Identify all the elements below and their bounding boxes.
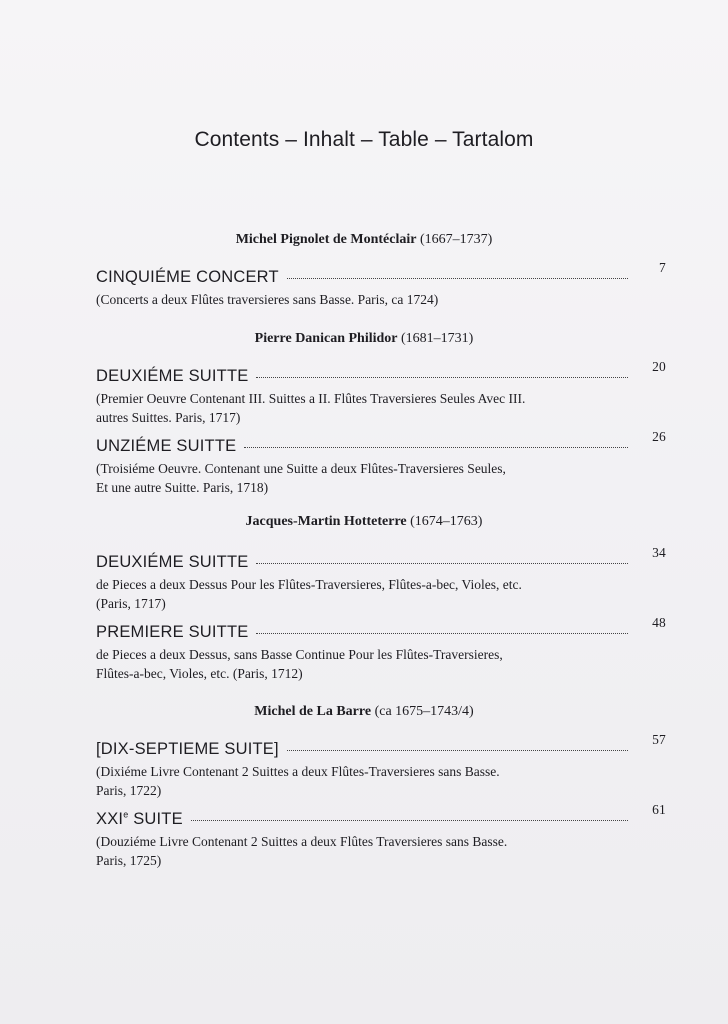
dot-leader: [191, 819, 628, 821]
description-line: (Paris, 1717): [96, 596, 166, 611]
composer-name: Michel de La Barre: [254, 704, 372, 719]
composer-name: Michel Pignolet de Montéclair: [235, 232, 417, 247]
toc-entry[interactable]: [96, 615, 666, 683]
entry-description: [96, 389, 616, 427]
page-number: 57: [652, 732, 666, 747]
dot-leader: [256, 376, 628, 378]
composer-dates: (ca 1675–1743/4): [374, 704, 474, 719]
entry-title: DEUXIÉME SUITTE: [96, 553, 249, 571]
entry-description: [96, 762, 616, 800]
toc-entry[interactable]: [96, 802, 666, 870]
dot-leader: [287, 277, 628, 279]
entry-description: [96, 290, 616, 309]
description-line: Et une autre Suitte. Paris, 1718): [96, 480, 269, 495]
entry-title: PREMIERE SUITTE: [96, 623, 249, 641]
composer-dates: (1681–1731): [401, 331, 474, 346]
dot-leader: [244, 446, 628, 448]
composer-name: Jacques-Martin Hotteterre: [245, 514, 407, 529]
entry-description: [96, 459, 616, 497]
page-title: Contents – Inhalt – Table – Tartalom: [194, 128, 534, 151]
entry-description: [96, 832, 616, 870]
page-number: 61: [652, 802, 666, 817]
description-line: Flûtes-a-bec, Violes, etc. (Paris, 1712): [96, 666, 303, 681]
dot-leader: [256, 562, 628, 564]
toc-entry[interactable]: [96, 359, 666, 427]
composer-heading: [0, 331, 728, 347]
description-line: autres Suittes. Paris, 1717): [96, 410, 241, 425]
entry-title-numeral: XXI: [96, 810, 124, 828]
description-line: de Pieces a deux Dessus Pour les Flûtes-Traversieres, Flûtes-a-bec, Violes, etc.: [96, 577, 522, 592]
description-line: (Premier Oeuvre Contenant III. Suittes a II. Flûtes Traversieres Seules Avec III.: [96, 391, 526, 406]
composer-dates: (1674–1763): [410, 514, 483, 529]
description-line: (Douziéme Livre Contenant 2 Suittes a deux Flûtes Traversieres sans Basse.: [96, 834, 508, 849]
entry-title-superscript: e: [123, 809, 129, 820]
entry-title: [96, 810, 183, 829]
entry-title: CINQUIÉME CONCERT: [96, 268, 279, 286]
description-line: Paris, 1725): [96, 853, 162, 868]
dot-leader: [256, 632, 628, 634]
entry-title: [DIX-SEPTIEME SUITE]: [96, 740, 279, 758]
composer-heading: [0, 232, 728, 248]
page-number: 7: [659, 260, 666, 275]
entry-title-rest: SUITE: [128, 810, 183, 828]
page-number: 48: [652, 615, 666, 630]
entry-description: [96, 575, 616, 613]
page-number: 34: [652, 545, 666, 560]
description-line: (Troisiéme Oeuvre. Contenant une Suitte a deux Flûtes-Traversieres Seules,: [96, 461, 506, 476]
composer-dates: (1667–1737): [419, 232, 493, 247]
entry-title: DEUXIÉME SUITTE: [96, 367, 249, 385]
entry-title: UNZIÉME SUITTE: [96, 437, 237, 455]
composer-heading: [0, 704, 728, 720]
description-line: (Concerts a deux Flûtes traversieres sans Basse. Paris, ca 1724): [96, 292, 439, 307]
page-number: 20: [652, 359, 666, 374]
description-line: de Pieces a deux Dessus, sans Basse Continue Pour les Flûtes-Traversieres,: [96, 647, 503, 662]
toc-entry[interactable]: [96, 260, 666, 309]
page-number: 26: [652, 429, 666, 444]
dot-leader: [287, 749, 628, 751]
description-line: Paris, 1722): [96, 783, 162, 798]
toc-entry[interactable]: [96, 732, 666, 800]
entry-description: [96, 645, 616, 683]
toc-entry[interactable]: [96, 429, 666, 497]
toc-entry[interactable]: [96, 545, 666, 613]
composer-heading: [0, 514, 728, 530]
composer-name: Pierre Danican Philidor: [254, 331, 398, 346]
description-line: (Dixiéme Livre Contenant 2 Suittes a deux Flûtes-Traversieres sans Basse.: [96, 764, 500, 779]
